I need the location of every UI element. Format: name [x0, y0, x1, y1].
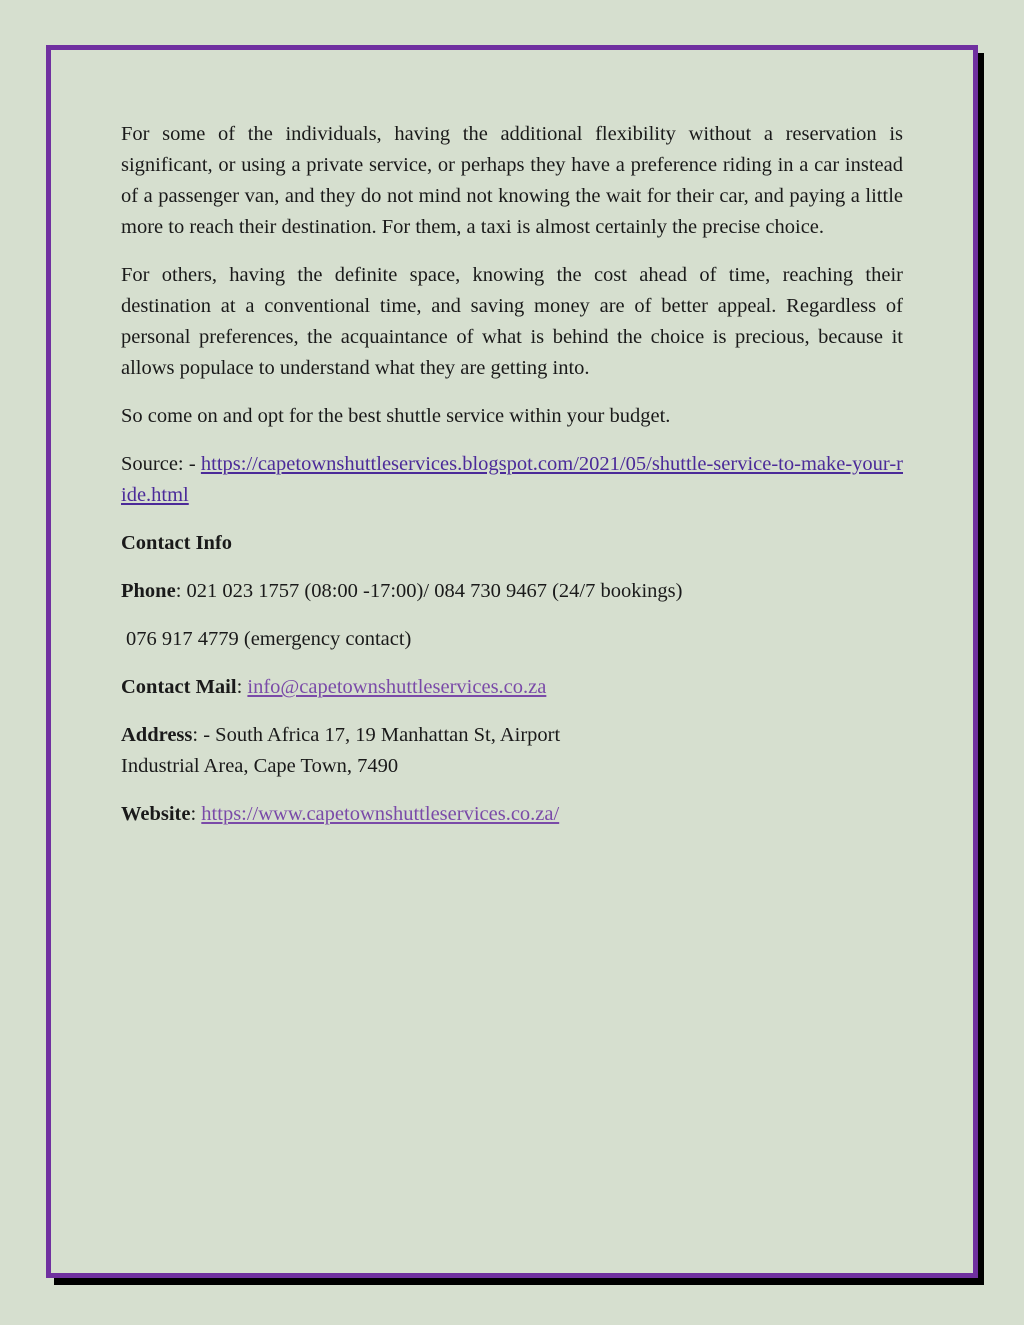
mail-separator: : — [236, 676, 248, 698]
phone-line — [121, 576, 903, 607]
address-value-1: : - South Africa 17, 19 Manhattan St, Airport — [192, 724, 561, 746]
website-separator: : — [190, 803, 202, 825]
mail-line — [121, 672, 903, 703]
source-line — [121, 449, 903, 511]
emergency-line: 076 917 4779 (emergency contact) — [126, 628, 412, 650]
address-line-2: Industrial Area, Cape Town, 7490 — [121, 755, 399, 777]
mail-label: Contact Mail — [121, 676, 237, 698]
document-body — [121, 119, 903, 847]
contact-heading: Contact Info — [121, 532, 233, 554]
phone-label: Phone — [121, 580, 176, 602]
website-link[interactable]: https://www.capetownshuttleservices.co.za/ — [201, 803, 560, 825]
website-label: Website — [121, 803, 191, 825]
source-label: Source: - — [121, 453, 201, 475]
mail-link[interactable]: info@capetownshuttleservices.co.za — [247, 676, 547, 698]
address-block — [121, 720, 903, 782]
source-link[interactable]: https://capetownshuttleservices.blogspot.com/2021/05/shuttle-service-to-make-your-ride.html — [121, 453, 903, 506]
address-label: Address — [121, 724, 193, 746]
address-line-1 — [121, 720, 903, 751]
paragraph-1: For some of the individuals, having the additional flexibility without a reservation is significant, or using a private service, or perhaps they have a preference riding in a car instead of a passenger van, and they do not mind not knowing the wait for their car, and paying a little more to reach their destination. For them, a taxi is almost certainly the precise choice. — [121, 123, 903, 238]
website-line — [121, 799, 903, 830]
paragraph-3: So come on and opt for the best shuttle service within your budget. — [121, 405, 671, 427]
paragraph-2: For others, having the definite space, knowing the cost ahead of time, reaching their destination at a conventional time, and saving money are of better appeal. Regardless of personal preferences, the acquaintance of what is behind the choice is precious, because it allows populace to understand what they are getting into. — [121, 264, 903, 379]
phone-value: : 021 023 1757 (08:00 -17:00)/ 084 730 9467 (24/7 bookings) — [175, 580, 683, 602]
